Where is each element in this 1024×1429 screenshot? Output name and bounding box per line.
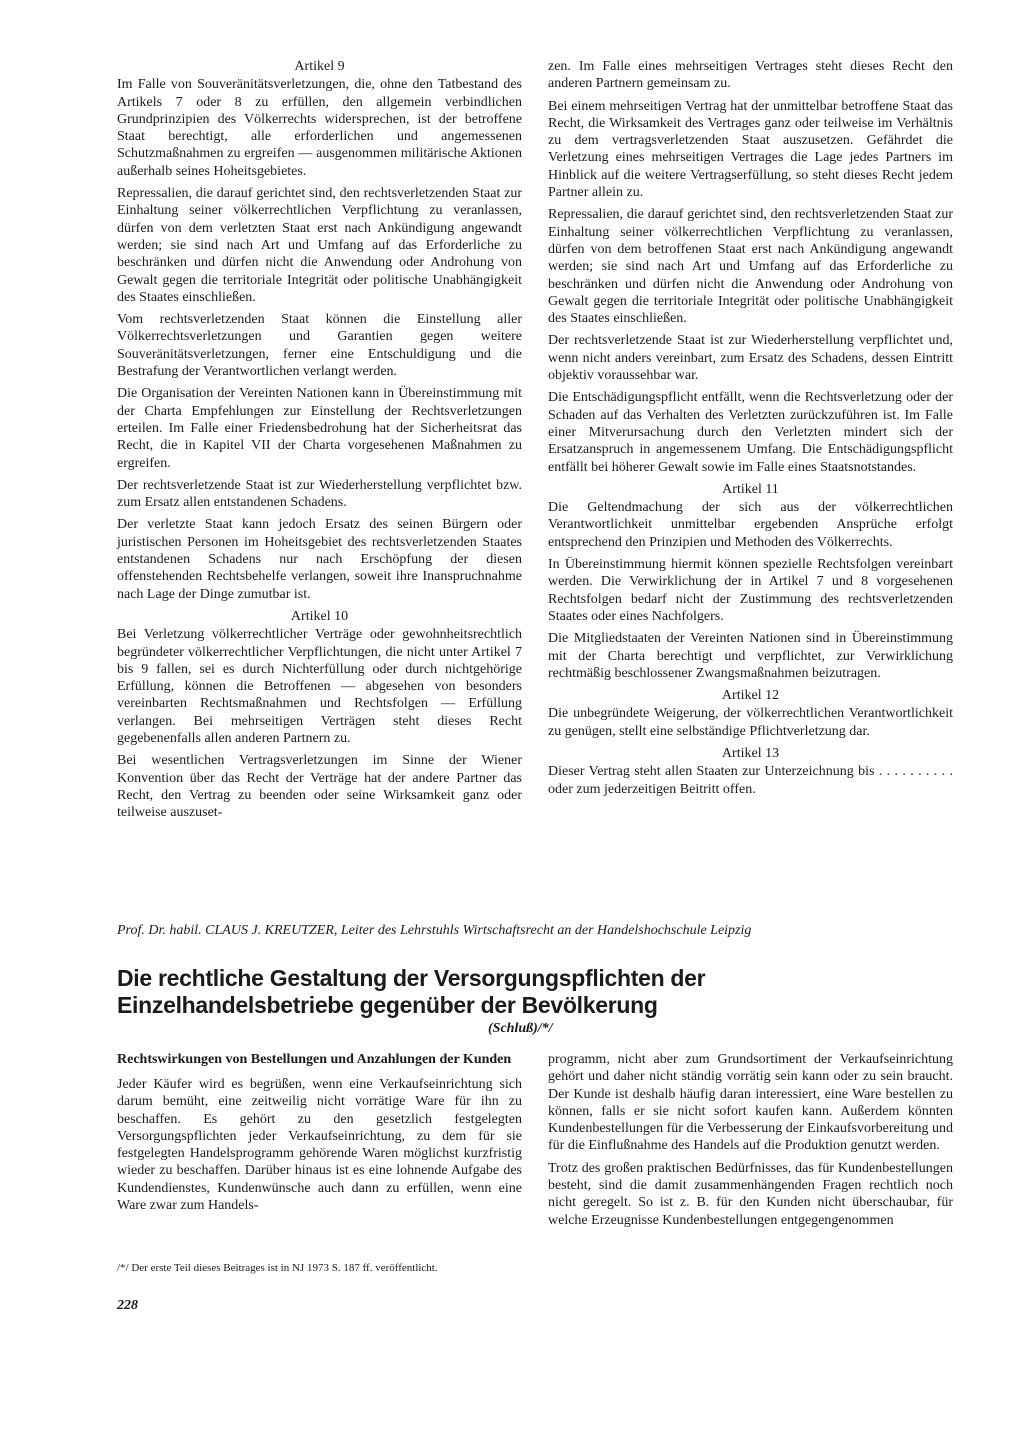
author-byline: Prof. Dr. habil. CLAUS J. KREUTZER, Leiter des Lehrstuhls Wirtschaftsrecht an der Handelshochschule Leipzig [117,923,752,938]
paragraph: Repressalien, die darauf gerichtet sind, den rechtsverletzenden Staat zur Einhaltung seiner völkerrechtlichen Verpflichtung zu veranlassen, dürfen von dem verletzten Staat erst nach Ankündigung angewandt werden; sie sind nach Art und Umfang auf das Erforderliche zu beschränken und dürfen nicht die Anwendung oder Androhung von Gewalt gegen die territoriale Integrität oder politische Unabhängigkeit des Staates einschließen. [117,186,522,305]
paragraph: Der rechtsverletzende Staat ist zur Wiederherstellung verpflichtet und, wenn nicht anders vereinbart, zum Ersatz des Schadens, dessen Eintritt objektiv voraussehbar war. [548,333,953,384]
paragraph: Trotz des großen praktischen Bedürfnisses, das für Kundenbestellungen besteht, sind die damit zusammenhängenden Fragen rechtlich noch nicht geregelt. So ist z. B. für den Kunden nicht überschaubar, für welche Erzeugnisse Kundenbestellungen entgegengenommen [548,1160,953,1228]
heading-artikel-11: Artikel 11 [722,481,779,497]
article-left-column [117,1051,522,1219]
heading-artikel-13: Artikel 13 [721,745,780,761]
paragraph: Dieser Vertrag steht allen Staaten zur Unterzeichnung bis . . . . . . . . . . oder zum jederzeitigen Beitritt offen. [548,764,953,797]
heading-artikel-12: Artikel 12 [721,688,780,704]
paragraph: zen. Im Falle eines mehrseitigen Vertrages steht dieses Recht den anderen Partnern gemeinsam zu. [548,59,953,92]
heading-artikel-9: Artikel 9 [294,59,345,74]
footnote: /*/ Der erste Teil dieses Beitrages ist in NJ 1973 S. 187 ff. veröffentlicht. [117,1262,438,1274]
paragraph: Vom rechtsverletzenden Staat können die Einstellung aller Völkerrechtsverletzungen und Garantien gegen weitere Souveränitätsverletzungen, ferner eine Entschuldigung und die Bestrafung der Verantwortlichen verlangt werden. [117,312,522,380]
paragraph: Jeder Käufer wird es begrüßen, wenn eine Verkaufseinrichtung sich darum bemüht, eine zeitweilig nicht vorrätige Ware für ihn zu beschaffen. Es gehört zu den gesetzlich festgelegten Versorgungspflichten jeder Verkaufseinrichtung, zu dem für sie festgelegten Handelsprogramm gehörende Waren möglichst kurzfristig wieder zu beschaffen. Darüber hinaus ist es eine lohnende Aufgabe des Kundendienstes, Kundenwünsche auch dann zu erfüllen, wenn eine Ware zwar zum Handels- [117,1077,522,1214]
paragraph: Bei wesentlichen Vertragsverletzungen im Sinne der Wiener Konvention über das Recht der Verträge hat der andere Partner das Recht, den Vertrag zu beenden oder seine Wirksamkeit ganz oder teilweise auszuset- [117,753,522,821]
article-title: Die rechtliche Gestaltung der Versorgungspflichten der Einzelhandelsbetriebe gegenüber der Bevölkerung [117,965,706,1018]
paragraph: Bei Verletzung völkerrechtlicher Verträge oder gewohnheitsrechtlich begründeter völkerrechtlicher Verpflichtungen, die nicht unter Artikel 7 bis 9 fallen, sei es durch Nichterfüllung oder durch nichtgehörige Erfüllung, können die Betroffenen — abgesehen von besonders vereinbarten Rechtsmaßnahmen und Rechtsfolgen — Erfüllung verlangen. Bei mehrseitigen Verträgen steht dieses Recht gegebenenfalls allen anderen Partnern zu. [117,627,522,746]
paragraph: programm, nicht aber zum Grundsortiment der Verkaufseinrichtung gehört und daher nicht ständig vorrätig sein kann oder zu sein braucht. Der Kunde ist deshalb häufig daran interessiert, eine Ware bestellen zu können, falls er sie nicht sofort kaufen kann. Außerdem könnten Kundenbestellungen für die Verbesserung der Einkaufsvorbereitung und für die Einflußnahme des Handels auf die Produktion genutzt werden. [548,1052,953,1154]
paragraph: Die Organisation der Vereinten Nationen kann in Übereinstimmung mit der Charta Empfehlungen zur Einstellung der Rechtsverletzungen erteilen. Im Falle einer Friedensbedrohung hat der Sicherheitsrat das Recht, die in Kapitel VII der Charta vorgesehenen Maßnahmen zu ergreifen. [117,386,522,471]
paragraph: Die unbegründete Weigerung, der völkerrechtlichen Verantwortlichkeit zu genügen, stellt eine selbständige Pflichtverletzung dar. [548,706,953,739]
paragraph: Im Falle von Souveränitätsverletzungen, die, ohne den Tatbestand des Artikels 7 oder 8 zu erfüllen, den allgemein verbindlichen Grundprinzipien des Völkerrechts widersprechen, ist der betroffene Staat berechtigt, alle erforderlichen und angemessenen Schutzmaßnahmen zu ergreifen — ausgenommen militärische Aktionen außerhalb seines Hoheitsgebietes. [117,77,522,179]
article-right-column [548,1051,953,1234]
paragraph: Die Entschädigungspflicht entfällt, wenn die Rechtsverletzung oder der Schaden auf das Verhalten des Verletzten zurückzuführen ist. Im Falle einer Mitverursachung durch den Verletzten mindert sich der Ersatzanspruch in angemessenem Umfang. Die Entschädigungspflicht entfällt bei höherer Gewalt sowie im Falle eines Staatsnotstandes. [548,390,953,475]
paragraph: Repressalien, die darauf gerichtet sind, den rechtsverletzenden Staat zur Einhaltung seiner völkerrechtlichen Verpflichtung zu veranlassen, dürfen von dem betroffenen Staat erst nach Ankündigung angewandt werden; sie sind nach Art und Umfang auf das Erforderliche zu beschränken und dürfen nicht die Anwendung oder Androhung von Gewalt gegen die territoriale Integrität oder politische Unabhängigkeit des Staates einschließen. [548,207,953,327]
article-note: (Schluß)/*/ [488,1021,553,1036]
paragraph: Der verletzte Staat kann jedoch Ersatz des seinen Bürgern oder juristischen Personen im Hoheitsgebiet des rechtsverletzenden Staates entstandenen Schadens nur nach Erschöpfung der diesen offenstehenden Rechtsbehelfe verlangen, soweit ihre Inanspruchnahme nach Lage der Dinge zumutbar ist. [117,517,522,602]
page-number: 228 [117,1298,138,1313]
paragraph: Die Geltendmachung der sich aus der völkerrechtlichen Verantwortlichkeit unmittelbar ergebenden Ansprüche erfolgt entsprechend den Prinzipien und Methoden des Völkerrechts. [548,500,953,550]
section-subheading: Rechtswirkungen von Bestellungen und Anzahlungen der Kunden [117,1052,512,1067]
paragraph: Die Mitgliedstaaten der Vereinten Nationen sind in Übereinstimmung mit der Charta berechtigt und verpflichtet, zur Verwirklichung rechtmäßig beschlossener Zwangsmaßnahmen beizutragen. [548,631,953,681]
left-column [117,58,522,826]
paragraph: Bei einem mehrseitigen Vertrag hat der unmittelbar betroffene Staat das Recht, die Wirksamkeit des Vertrages ganz oder teilweise im Verhältnis zu dem vertragsverletzenden Staat auszusetzen. Gefährdet die Verletzung eines mehrseitigen Vertrages die Lage jedes Partners im Hinblick auf die weitere Vertragserfüllung, so steht dieses Recht jedem Partner allein zu. [548,98,953,201]
paragraph: Der rechtsverletzende Staat ist zur Wiederherstellung verpflichtet bzw. zum Ersatz allen entstandenen Schadens. [117,477,522,511]
right-column [548,58,953,803]
heading-artikel-10: Artikel 10 [290,608,349,624]
paragraph: In Übereinstimmung hiermit können spezielle Rechtsfolgen vereinbart werden. Die Verwirklichung der in Artikel 7 und 8 vorgesehenen Rechtsfolgen bedarf nicht der Zustimmung des rechtsverletzenden Staates oder eines Nachfolgers. [548,557,953,624]
